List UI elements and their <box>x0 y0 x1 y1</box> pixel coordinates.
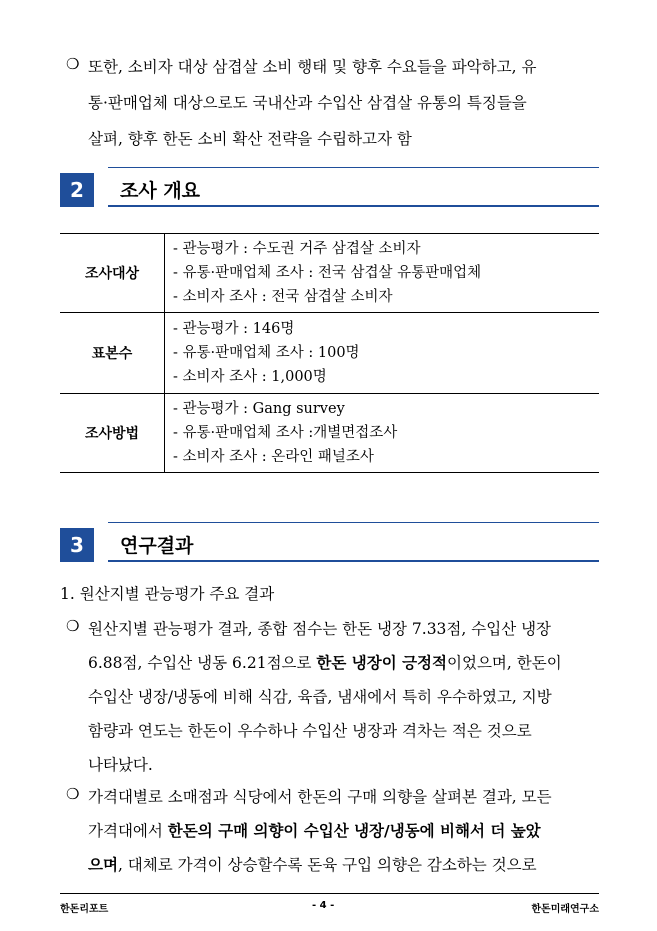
page-number: - 4 - <box>312 900 335 911</box>
intro-paragraph <box>60 55 605 155</box>
table-row <box>60 394 599 473</box>
survey-overview-table <box>60 233 599 473</box>
section-top-rule <box>108 522 599 523</box>
section-rule <box>108 205 599 207</box>
row-item: - 소비자 조사 : 전국 삼겹살 소비자 <box>173 289 393 305</box>
intro-line-1: 또한, 소비자 대상 삼겹살 소비 행태 및 향후 수요들을 파악하고, 유 <box>88 58 537 76</box>
table-row <box>60 234 599 313</box>
result1-line-5: 나타났다. <box>88 756 153 774</box>
section-top-rule <box>108 167 599 168</box>
emphasis-text: 한돈 냉장이 긍정적 <box>316 654 447 672</box>
section-number-badge: 2 <box>60 173 94 207</box>
row-item: - 관능평가 : 수도권 거주 삼겹살 소비자 <box>173 241 421 257</box>
result-paragraph-2 <box>60 785 605 885</box>
section-3-header <box>60 528 599 562</box>
section-title: 조사 개요 <box>120 180 201 202</box>
row-label-method: 조사방법 <box>60 394 165 473</box>
result1-line-3: 수입산 냉장/냉동에 비해 식감, 육즙, 냄새에서 특히 우수하였고, 지방 <box>88 688 552 706</box>
result1-line-1: 원산지별 관능평가 결과, 종합 점수는 한돈 냉장 7.33점, 수입산 냉장 <box>88 620 552 638</box>
text-span: , 대체로 가격이 상승할수록 돈육 구입 의향은 감소하는 것으로 <box>117 856 537 874</box>
row-values <box>165 234 600 313</box>
text-span: 6.88점, 수입산 냉동 6.21점으로 <box>88 654 317 672</box>
text-span: 가격대에서 <box>88 822 168 840</box>
result1-line-2 <box>88 651 562 673</box>
result2-line-3 <box>88 853 537 875</box>
footer-right: 한돈미래연구소 <box>531 904 599 915</box>
emphasis-text: 한돈의 구매 의향이 수입산 냉장/냉동에 비해서 더 높았 <box>167 822 541 840</box>
row-values <box>165 313 600 394</box>
row-label-sample: 표본수 <box>60 313 165 394</box>
footer-left: 한돈리포트 <box>60 904 109 915</box>
text-span: 이었으며, 한돈이 <box>447 654 562 672</box>
bullet-circle-icon: ❍ <box>66 55 80 73</box>
emphasis-text: 으며 <box>88 856 118 874</box>
page-footer <box>60 893 599 915</box>
result-paragraph-1 <box>60 617 605 787</box>
row-item: - 소비자 조사 : 1,000명 <box>173 369 327 385</box>
result2-line-2 <box>88 819 541 841</box>
table-row <box>60 313 599 394</box>
row-item: - 소비자 조사 : 온라인 패널조사 <box>173 449 374 465</box>
bullet-circle-icon: ❍ <box>66 617 80 635</box>
result2-line-1: 가격대별로 소매점과 식당에서 한돈의 구매 의향을 살펴본 결과, 모든 <box>88 788 552 806</box>
result1-line-4: 함량과 연도는 한돈이 우수하나 수입산 냉장과 격차는 적은 것으로 <box>88 722 532 740</box>
row-item: - 유통·판매업체 조사 : 전국 삼겹살 유통판매업체 <box>173 265 482 281</box>
bullet-circle-icon: ❍ <box>66 785 80 803</box>
section-title: 연구결과 <box>120 535 194 557</box>
row-item: - 관능평가 : 146명 <box>173 321 295 337</box>
section-number-badge: 3 <box>60 528 94 562</box>
row-values <box>165 394 600 473</box>
section-2-header <box>60 173 599 207</box>
row-item: - 관능평가 : Gang survey <box>173 401 345 417</box>
row-item: - 유통·판매업체 조사 :개별면접조사 <box>173 425 398 441</box>
row-label-target: 조사대상 <box>60 234 165 313</box>
intro-line-2: 통·판매업체 대상으로도 국내산과 수입산 삼겹살 유통의 특징들을 <box>88 94 527 112</box>
intro-line-3: 살펴, 향후 한돈 소비 확산 전략을 수립하고자 함 <box>88 130 412 148</box>
row-item: - 유통·판매업체 조사 : 100명 <box>173 345 360 361</box>
subheading: 1. 원산지별 관능평가 주요 결과 <box>60 585 275 603</box>
section-rule <box>108 560 599 562</box>
